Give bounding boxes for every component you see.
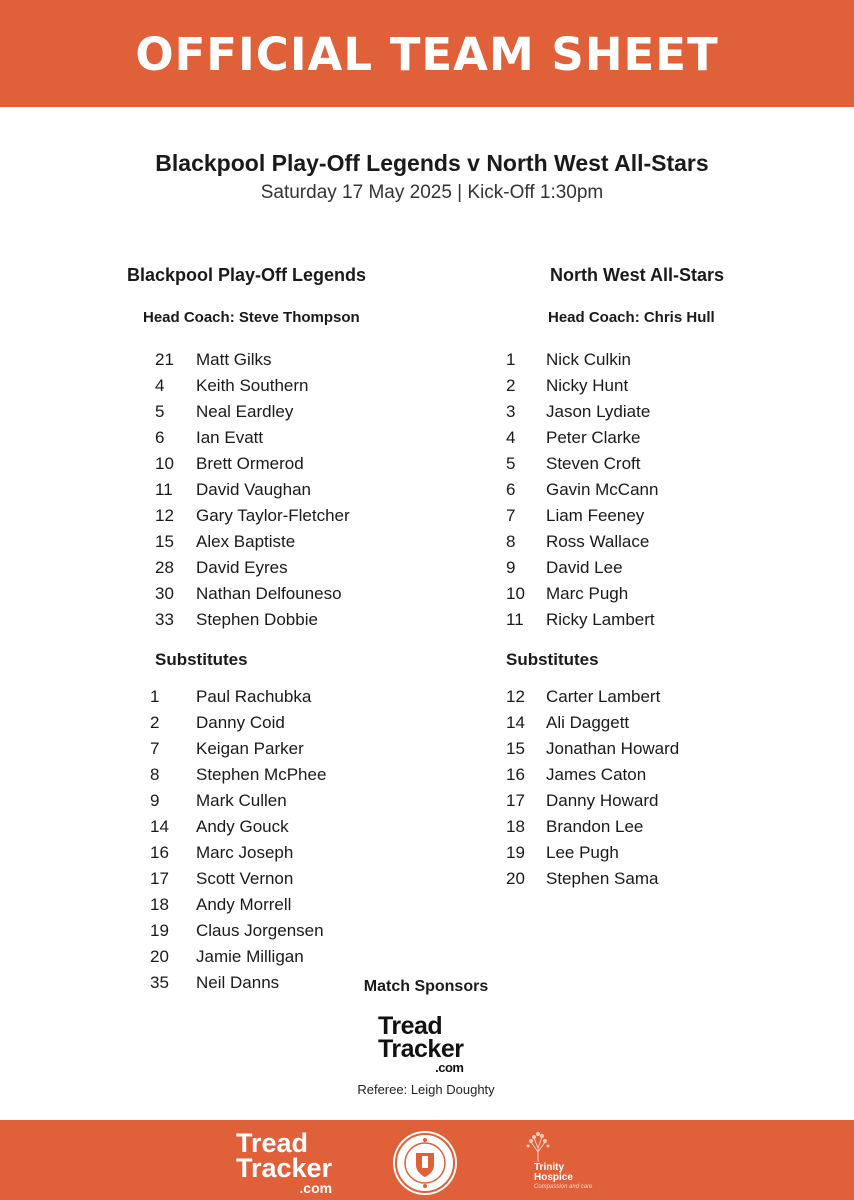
player-number: 4 [506,428,516,447]
player-number: 21 [155,350,174,369]
hospice-tagline: Compassion and care [534,1184,593,1190]
home-coach: Head Coach: Steve Thompson [143,309,360,326]
player-number: 11 [506,610,524,629]
player-number: 12 [506,687,525,706]
player-number: 17 [506,791,525,810]
player-number: 1 [506,350,516,369]
player-number: 16 [506,765,525,784]
player-number: 35 [150,973,169,992]
player-name: Mark Cullen [196,791,287,810]
player-name: Jamie Milligan [196,947,304,966]
player-name: Liam Feeney [546,506,645,525]
player-name: Paul Rachubka [196,687,312,706]
player-name: Gary Taylor-Fletcher [196,506,350,525]
home-team-name: Blackpool Play-Off Legends [127,265,367,285]
player-number: 11 [155,480,173,499]
player-name: Danny Howard [546,791,659,810]
footer-sponsor-logo [236,1128,333,1196]
player-number: 5 [155,402,165,421]
player-number: 5 [506,454,516,473]
away-team-name: North West All-Stars [550,265,725,285]
player-name: Scott Vernon [196,869,294,888]
home-subs-label: Substitutes [155,650,248,669]
player-name: Andy Gouck [196,817,289,836]
footer-logo-suffix: .com [299,1180,333,1196]
player-name: Keigan Parker [196,739,304,758]
player-number: 8 [506,532,516,551]
player-name: Lee Pugh [546,843,619,862]
player-number: 9 [150,791,160,810]
player-name: Ali Daggett [546,713,630,732]
referee: Referee: Leigh Doughty [357,1082,495,1097]
player-name: Marc Joseph [196,843,294,862]
player-name: Brandon Lee [546,817,644,836]
player-name: Stephen Sama [546,869,659,888]
player-name: Brett Ormerod [196,454,304,473]
player-number: 20 [150,947,169,966]
match-subtitle: Saturday 17 May 2025 | Kick-Off 1:30pm [260,182,604,203]
player-name: Neal Eardley [196,402,294,421]
player-name: Gavin McCann [546,480,659,499]
player-name: Matt Gilks [196,350,272,369]
player-name: Marc Pugh [546,584,629,603]
sponsor-logo-line2: Tracker [378,1035,464,1063]
away-coach: Head Coach: Chris Hull [548,309,715,326]
page-title: OFFICIAL TEAM SHEET [135,28,719,81]
player-number: 12 [155,506,174,525]
player-number: 14 [150,817,169,836]
hospice-line1: Trinity [534,1162,565,1173]
player-name: Alex Baptiste [196,532,296,551]
player-name: Jason Lydiate [546,402,651,421]
player-number: 19 [506,843,525,862]
player-number: 14 [506,713,525,732]
player-number: 4 [155,376,165,395]
player-number: 10 [506,584,525,603]
player-name: Stephen Dobbie [196,610,318,629]
player-number: 6 [155,428,165,447]
blackpool-community-trust-crest-icon [392,1130,458,1196]
player-number: 7 [506,506,516,525]
player-name: Danny Coid [196,713,285,732]
sponsors-title: Match Sponsors [363,978,489,995]
player-number: 8 [150,765,160,784]
player-number: 15 [155,532,174,551]
player-number: 2 [506,376,516,395]
player-number: 17 [150,869,169,888]
player-name: James Caton [546,765,647,784]
player-number: 16 [150,843,169,862]
player-name: Peter Clarke [546,428,641,447]
hospice-name [534,1163,573,1183]
player-number: 20 [506,869,525,888]
match-title: Blackpool Play-Off Legends v North West All-Stars [155,150,709,176]
away-subs-label: Substitutes [506,650,599,669]
player-number: 6 [506,480,516,499]
player-number: 10 [155,454,174,473]
player-name: Ross Wallace [546,532,650,551]
footer-logo-line2: Tracker [236,1153,333,1183]
player-number: 2 [150,713,160,732]
player-number: 30 [155,584,174,603]
player-number: 9 [506,558,516,577]
hospice-line2: Hospice [534,1172,573,1183]
player-name: David Vaughan [196,480,311,499]
player-number: 18 [150,895,169,914]
player-name: Keith Southern [196,376,309,395]
player-name: Claus Jorgensen [196,921,324,940]
sponsor-logo-suffix: .com [435,1060,464,1075]
player-name: David Eyres [196,558,288,577]
player-name: Nick Culkin [546,350,632,369]
player-number: 18 [506,817,525,836]
player-name: Nathan Delfouneso [196,584,342,603]
player-number: 1 [150,687,160,706]
player-name: Ricky Lambert [546,610,655,629]
player-name: Steven Croft [546,454,641,473]
player-name: Ian Evatt [196,428,264,447]
footer-logo-line1: Tread [236,1128,309,1158]
player-number: 3 [506,402,516,421]
sponsor-logo [378,1012,464,1075]
sponsor-logo-line1: Tread [378,1012,443,1040]
player-name: Andy Morrell [196,895,292,914]
player-name: Carter Lambert [546,687,661,706]
player-number: 33 [155,610,174,629]
player-name: David Lee [546,558,623,577]
player-number: 28 [155,558,174,577]
player-name: Jonathan Howard [546,739,680,758]
player-number: 15 [506,739,525,758]
player-name: Nicky Hunt [546,376,629,395]
player-name: Stephen McPhee [196,765,327,784]
player-number: 19 [150,921,169,940]
player-number: 7 [150,739,160,758]
player-name: Neil Danns [196,973,280,992]
